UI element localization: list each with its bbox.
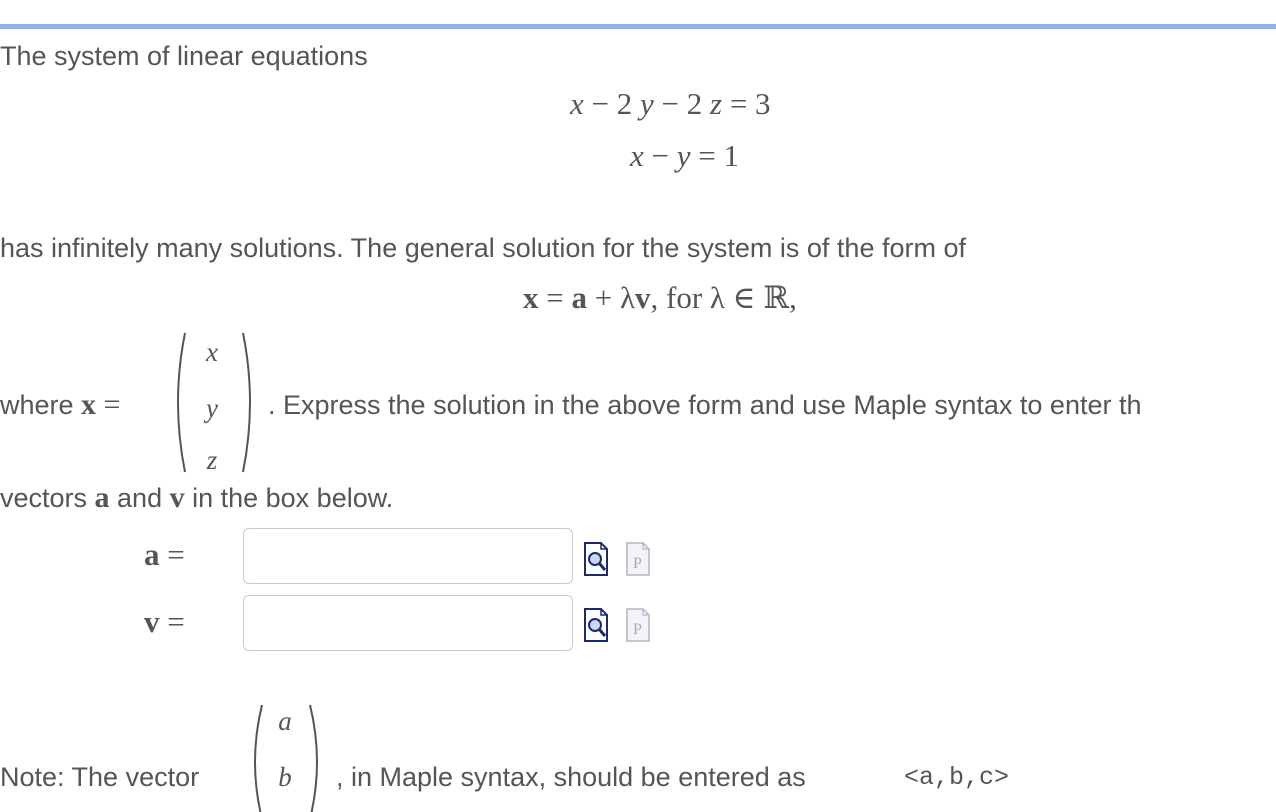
vectors-post: in the box below. bbox=[184, 483, 394, 513]
vectors-v: v bbox=[169, 481, 185, 514]
gf-eq: = bbox=[538, 280, 572, 315]
note-post: , in Maple syntax, should be entered as bbox=[336, 762, 806, 792]
eq2-y: y bbox=[676, 138, 691, 173]
where-word: where bbox=[0, 390, 82, 420]
note-entry-a: a bbox=[278, 706, 292, 736]
gf-plus: + λ bbox=[586, 280, 635, 315]
preview-icon[interactable] bbox=[583, 541, 609, 577]
where-label bbox=[0, 388, 120, 422]
vectors-pre: vectors bbox=[0, 483, 95, 513]
note-code: <a,b,c> bbox=[904, 763, 1010, 792]
answer-v-input[interactable] bbox=[243, 595, 573, 651]
palette-icon[interactable] bbox=[625, 607, 651, 643]
note-paren-left bbox=[245, 702, 265, 812]
vector-entry-y: y bbox=[206, 393, 218, 423]
svg-text:P: P bbox=[633, 555, 642, 572]
where-x: x bbox=[81, 388, 97, 421]
svg-text:P: P bbox=[633, 621, 642, 638]
intro-text: The system of linear equations bbox=[0, 41, 368, 71]
note-paren-right bbox=[307, 702, 327, 812]
equation-1 bbox=[570, 84, 771, 124]
answer-v-symbol: v bbox=[144, 604, 160, 639]
eq1-x: x bbox=[570, 86, 584, 121]
answer-v-label bbox=[144, 602, 185, 642]
vector-entry-z: z bbox=[206, 445, 218, 475]
answer-a-eq: = bbox=[159, 537, 185, 572]
palette-icon[interactable] bbox=[625, 541, 651, 577]
eq1-term: − 2 bbox=[583, 86, 640, 121]
matrix-paren-left bbox=[168, 330, 188, 475]
top-accent-bar bbox=[0, 24, 1276, 29]
vectors-a: a bbox=[94, 481, 110, 514]
gf-tail: , for λ ∈ ℝ, bbox=[650, 280, 797, 315]
eq1-term2: − 2 bbox=[653, 86, 710, 121]
eq1-y: y bbox=[640, 86, 654, 121]
equation-2 bbox=[630, 136, 739, 176]
express-sentence: . Express the solution in the above form and use Maple syntax to enter th bbox=[268, 390, 1142, 420]
answer-a-label bbox=[144, 535, 185, 575]
gf-v: v bbox=[635, 280, 651, 315]
vector-entry-x: x bbox=[206, 337, 218, 367]
eq1-rhs: = 3 bbox=[722, 86, 771, 121]
vectors-line bbox=[0, 481, 393, 515]
eq1-z: z bbox=[710, 86, 723, 121]
answer-v-eq: = bbox=[159, 604, 185, 639]
note-pre: Note: The vector bbox=[0, 762, 200, 792]
solutions-text: has infinitely many solutions. The general solution for the system is of the form of bbox=[0, 233, 966, 263]
eq2-x: x bbox=[630, 138, 644, 173]
vectors-mid: and bbox=[109, 483, 170, 513]
note-entry-b: b bbox=[278, 762, 292, 792]
eq2-rhs: = 1 bbox=[690, 138, 739, 173]
gf-x: x bbox=[523, 280, 539, 315]
gf-a: a bbox=[571, 280, 587, 315]
matrix-paren-right bbox=[240, 330, 260, 475]
answer-a-symbol: a bbox=[144, 537, 160, 572]
eq2-term: − bbox=[643, 138, 677, 173]
preview-icon[interactable] bbox=[583, 607, 609, 643]
answer-a-input[interactable] bbox=[243, 528, 573, 584]
where-eq: = bbox=[96, 388, 121, 421]
general-form bbox=[523, 278, 797, 318]
